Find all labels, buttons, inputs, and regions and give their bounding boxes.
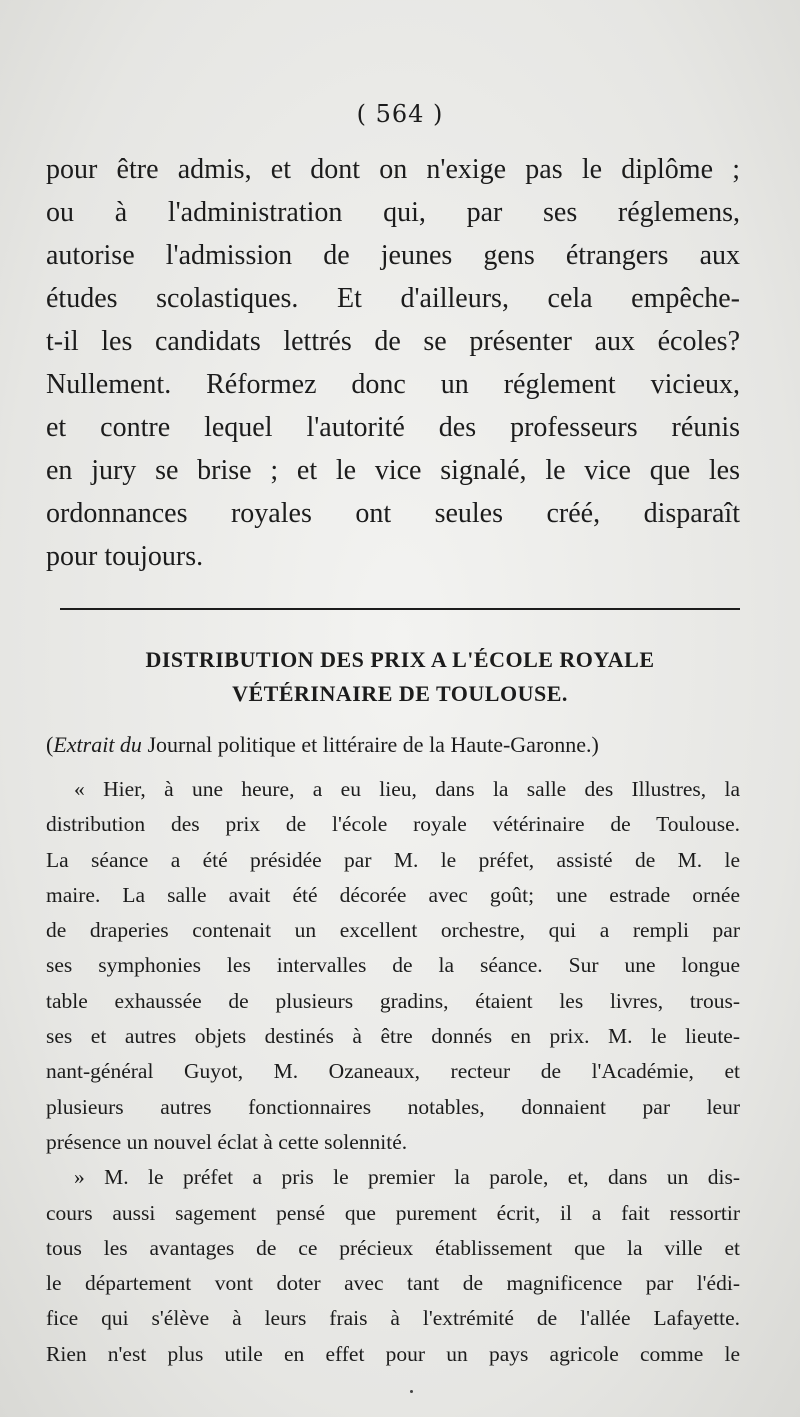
ink-speck <box>410 1390 413 1393</box>
text-line: autorise l'admission de jeunes gens étrangers aux <box>46 240 740 271</box>
text-line: » M. le préfet a pris le premier la parole, et, dans un dis- <box>74 1165 740 1190</box>
article-title-line-1: DISTRIBUTION DES PRIX A L'ÉCOLE ROYALE <box>145 647 655 672</box>
source-italic: Extrait du <box>53 732 142 757</box>
text-line: t-il les candidats lettrés de se présenter aux écoles? <box>46 326 740 357</box>
text-line: table exhaussée de plusieurs gradins, étaient les livres, trous- <box>46 988 740 1013</box>
text-line: nant-général Guyot, M. Ozaneaux, recteur de l'Académie, et <box>46 1059 740 1084</box>
text-line: ses et autres objets destinés à être donnés en prix. M. le lieute- <box>46 1024 740 1049</box>
source-rest: Journal politique et littéraire de la Haute-Garonne.) <box>141 732 599 757</box>
text-line: et contre lequel l'autorité des professeurs réunis <box>46 412 740 443</box>
text-line: de draperies contenait un excellent orchestre, qui a rempli par <box>46 918 740 943</box>
text-line: présence un nouvel éclat à cette solennité. <box>46 1129 408 1154</box>
text-line: en jury se brise ; et le vice signalé, le vice que les <box>46 455 740 486</box>
text-line: pour toujours. <box>46 541 204 572</box>
text-line: ses symphonies les intervalles de la séance. Sur une longue <box>46 953 740 978</box>
text-line: pour être admis, et dont on n'exige pas le diplôme ; <box>46 154 740 185</box>
text-line: plusieurs autres fonctionnaires notables, donnaient par leur <box>46 1094 740 1119</box>
text-line: Rien n'est plus utile en effet pour un pays agricole comme le <box>46 1341 740 1366</box>
text-line: ou à l'administration qui, par ses réglemens, <box>46 197 740 228</box>
text-line: distribution des prix de l'école royale vétérinaire de Toulouse. <box>46 812 740 837</box>
text-line: La séance a été présidée par M. le préfet, assisté de M. le <box>46 847 740 872</box>
text-line: le département vont doter avec tant de magnificence par l'édi- <box>46 1271 740 1296</box>
page-number: ( 564 ) <box>356 100 444 128</box>
article-body <box>46 772 740 1372</box>
text-line: Nullement. Réformez donc un réglement vicieux, <box>46 369 740 400</box>
article-source <box>46 732 740 758</box>
text-line: tous les avantages de ce précieux établissement que la ville et <box>46 1235 740 1260</box>
text-line: « Hier, à une heure, a eu lieu, dans la salle des Illustres, la <box>74 777 740 801</box>
source-open-paren: ( <box>46 732 54 757</box>
section-divider <box>60 608 740 610</box>
text-line: fice qui s'élève à leurs frais à l'extrémité de l'allée Lafayette. <box>46 1306 740 1331</box>
text-line: cours aussi sagement pensé que purement écrit, il a fait ressortir <box>46 1200 740 1225</box>
text-line: études scolastiques. Et d'ailleurs, cela empêche- <box>46 283 740 314</box>
article-title-line-2: VÉTÉRINAIRE DE TOULOUSE. <box>232 681 568 706</box>
text-line: maire. La salle avait été décorée avec goût; une estrade ornée <box>46 882 740 907</box>
text-line: ordonnances royales ont seules créé, disparaît <box>46 498 740 529</box>
paragraph-continuation <box>46 148 740 578</box>
